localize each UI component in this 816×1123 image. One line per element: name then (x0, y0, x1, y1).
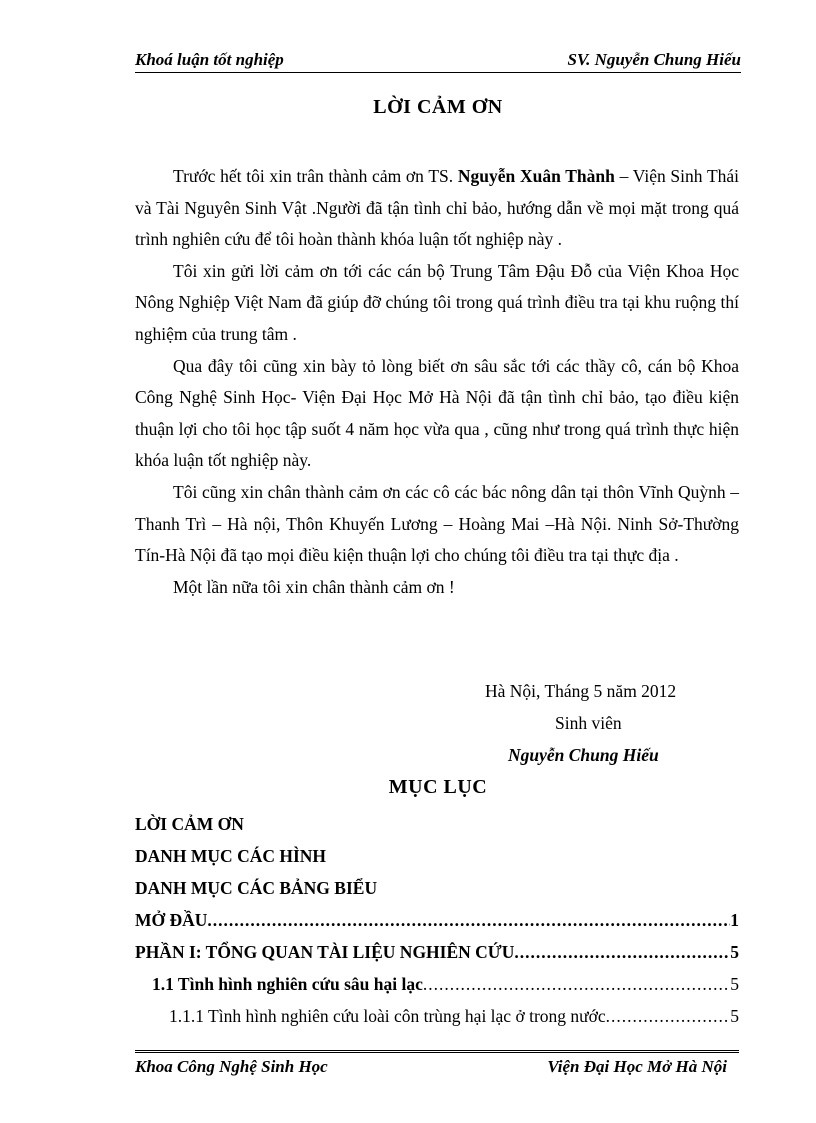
footer-faculty: Khoa Công Nghệ Sinh Học (135, 1057, 328, 1076)
acknowledgement-paragraph-1 (135, 161, 739, 256)
toc-entry-text: PHẦN I: TỔNG QUAN TÀI LIỆU NGHIÊN CỨU (135, 942, 515, 962)
toc-heading-figures[interactable]: DANH MỤC CÁC HÌNH (135, 846, 327, 866)
signature-name: Nguyễn Chung Hiếu (508, 745, 659, 765)
toc-heading-acknowledgement[interactable]: LỜI CẢM ƠN (135, 814, 244, 834)
acknowledgement-title: LỜI CẢM ƠN (373, 96, 503, 118)
acknowledgement-paragraph-5: Một lần nữa tôi xin chân thành cảm ơn ! (173, 576, 455, 597)
supervisor-name: Nguyễn Xuân Thành (457, 166, 615, 186)
toc-entry-introduction[interactable] (135, 910, 739, 931)
toc-entry-text: 1.1 Tình hình nghiên cứu sâu hại lạc (152, 974, 423, 994)
header-thesis-label: Khoá luận tốt nghiệp (135, 50, 284, 69)
toc-leader-dots (207, 910, 730, 931)
signature-role: Sinh viên (555, 713, 622, 733)
toc-entry-page: 5 (730, 974, 739, 994)
toc-entry-part-1[interactable] (135, 942, 739, 963)
p1-text-before: Trước hết tôi xin trân thành cảm ơn TS. (173, 166, 458, 186)
p1-text-after: – Viện Sinh Thái và Tài Nguyên Sinh Vật .Người đã tận tình chỉ bảo, hướng dẫn về mọi mặt trong quá trình nghiên cứu để tôi hoàn thành khóa luận tốt nghiệp này . (135, 166, 740, 250)
toc-title: MỤC LỤC (388, 776, 488, 798)
toc-entry-text: 1.1.1 Tình hình nghiên cứu loài côn trùng hại lạc ở trong nước (169, 1006, 606, 1026)
toc-entry-page: 1 (730, 910, 739, 930)
toc-heading-tables[interactable]: DANH MỤC CÁC BẢNG BIỂU (135, 878, 378, 898)
toc-entry-page: 5 (730, 942, 739, 962)
toc-entry-1-1[interactable] (152, 974, 739, 995)
page-header (135, 50, 741, 73)
signature-date: Hà Nội, Tháng 5 năm 2012 (485, 681, 677, 701)
footer-university: Viện Đại Học Mở Hà Nội (547, 1057, 727, 1076)
toc-entry-1-1-1[interactable] (169, 1006, 739, 1027)
header-student-name: SV. Nguyễn Chung Hiếu (567, 50, 741, 69)
acknowledgement-paragraph-2: Tôi xin gửi lời cảm ơn tới các cán bộ Trung Tâm Đậu Đỗ của Viện Khoa Học Nông Nghiệp Việt Nam đã giúp đỡ chúng tôi trong quá trình điều tra tại khu ruộng thí nghiệm của trung tâm . (135, 260, 739, 344)
page-footer (135, 1050, 739, 1076)
acknowledgement-body (135, 161, 739, 603)
toc-entry-text: MỞ ĐẦU (135, 910, 208, 930)
toc-leader-dots (514, 942, 730, 963)
toc-entry-page: 5 (730, 1006, 739, 1026)
acknowledgement-paragraph-3: Qua đây tôi cũng xin bày tỏ lòng biết ơn sâu sắc tới các thầy cô, cán bộ Khoa Công Nghệ Sinh Học- Viện Đại Học Mở Hà Nội đã tận tình chỉ bảo, tạo điều kiện thuận lợi cho tôi học tập suốt 4 năm học vừa qua , cũng như trong quá trình thực hiện khóa luận tốt nghiệp này. (135, 355, 739, 471)
toc-leader-dots (423, 974, 730, 995)
toc-leader-dots (606, 1006, 731, 1027)
acknowledgement-paragraph-4: Tôi cũng xin chân thành cảm ơn các cô các bác nông dân tại thôn Vĩnh Quỳnh – Thanh Trì – Hà nội, Thôn Khuyến Lương – Hoàng Mai –Hà Nội. Ninh Sở-Thường Tín-Hà Nội đã tạo mọi điều kiện thuận lợi cho chúng tôi điều tra tại thực địa . (135, 481, 739, 566)
